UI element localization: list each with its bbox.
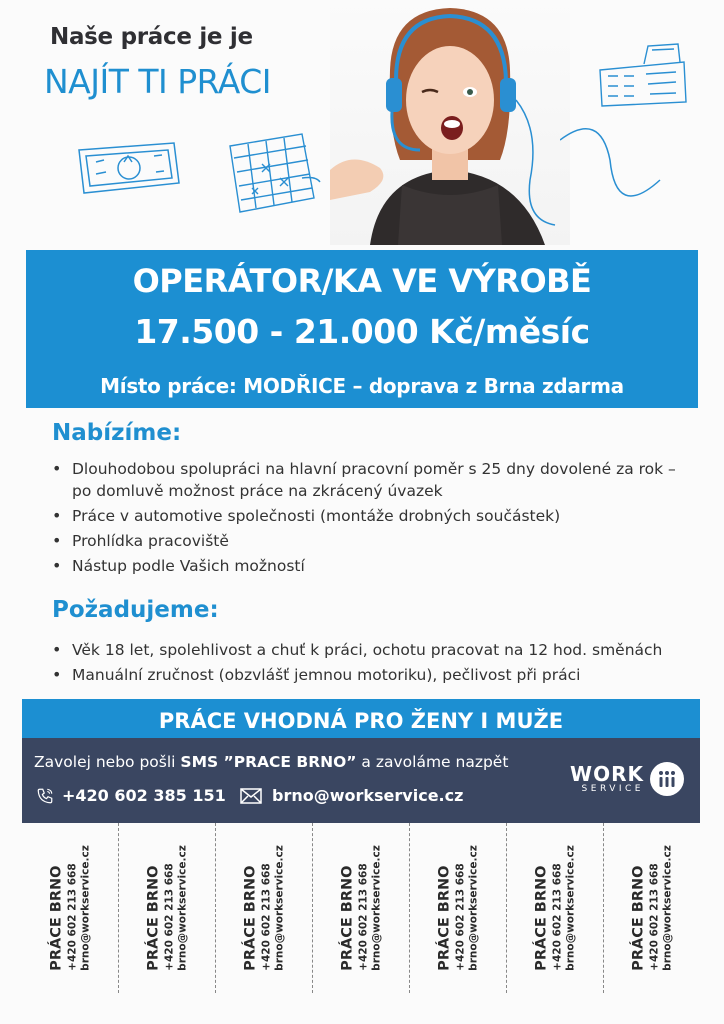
requirement-item: • Manuální zručnost (obzvlášť jemnou motoriku), pečlivost při práci	[48, 664, 698, 686]
offer-list	[48, 458, 698, 580]
mail-icon	[240, 788, 262, 804]
job-banner	[26, 250, 698, 408]
tab-phone: +420 602 213 668	[163, 863, 176, 971]
contact-panel	[22, 738, 700, 823]
tear-off-tab[interactable]	[119, 823, 216, 993]
work-location: Místo práce: MODŘICE – doprava z Brna zdarma	[100, 374, 624, 398]
tear-off-tab[interactable]	[604, 823, 700, 993]
offer-heading: Nabízíme:	[52, 420, 182, 446]
tab-phone: +420 602 213 668	[260, 863, 273, 971]
tab-title: PRÁCE BRNO	[533, 865, 550, 971]
tab-title: PRÁCE BRNO	[145, 865, 162, 971]
tab-phone: +420 602 213 668	[454, 863, 467, 971]
tab-phone: +420 602 213 668	[66, 863, 79, 971]
phone-number: +420 602 385 151	[62, 786, 226, 805]
tab-email: brno@workservice.cz	[176, 845, 189, 971]
tab-phone: +420 602 213 668	[648, 863, 661, 971]
tab-email: brno@workservice.cz	[564, 845, 577, 971]
tear-off-tab[interactable]	[216, 823, 313, 993]
contact-tail: a zavoláme nazpět	[361, 753, 509, 771]
salary: 17.500 - 21.000 Kč/měsíc	[134, 312, 590, 351]
tab-email: brno@workservice.cz	[661, 845, 674, 971]
job-title: OPERÁTOR/KA VE VÝROBĚ	[132, 262, 592, 300]
requirements-heading: Požadujeme:	[52, 597, 219, 623]
cable-decoration	[560, 100, 670, 240]
tagline-big: NAJÍT TI PRÁCI	[44, 62, 272, 101]
tab-title: PRÁCE BRNO	[339, 865, 356, 971]
tear-off-tab[interactable]	[410, 823, 507, 993]
offer-item: • Práce v automotive společnosti (montáže drobných součástek)	[48, 505, 698, 527]
workservice-logo	[570, 762, 684, 796]
logo-word: WORK	[570, 762, 644, 786]
gender-banner: PRÁCE VHODNÁ PRO ŽENY I MUŽE	[22, 699, 700, 739]
tear-off-tab[interactable]	[22, 823, 119, 993]
tear-off-tab[interactable]	[507, 823, 604, 993]
contact-email[interactable]	[240, 786, 463, 805]
tab-phone: +420 602 213 668	[357, 863, 370, 971]
logo-subword: SERVICE	[581, 784, 644, 794]
calendar-sketch-icon	[222, 128, 322, 218]
tab-email: brno@workservice.cz	[370, 845, 383, 971]
phone-icon	[36, 787, 54, 805]
contact-phone[interactable]	[36, 786, 226, 805]
tab-email: brno@workservice.cz	[467, 845, 480, 971]
operator-photo	[330, 0, 570, 245]
tab-email: brno@workservice.cz	[79, 845, 92, 971]
tear-off-tabs	[22, 823, 700, 993]
tab-title: PRÁCE BRNO	[242, 865, 259, 971]
contact-sms: SMS ”PRACE BRNO”	[180, 753, 357, 771]
requirements-list	[48, 639, 698, 689]
hero	[0, 0, 724, 250]
tab-phone: +420 602 213 668	[551, 863, 564, 971]
tab-title: PRÁCE BRNO	[436, 865, 453, 971]
money-sketch-icon	[74, 138, 184, 198]
tab-title: PRÁCE BRNO	[630, 865, 647, 971]
email-address: brno@workservice.cz	[272, 786, 464, 805]
requirement-item: • Věk 18 let, spolehlivost a chuť k práci, ochotu pracovat na 12 hod. směnách	[48, 639, 698, 661]
tab-title: PRÁCE BRNO	[48, 865, 65, 971]
contact-lead-text: Zavolej nebo pošli	[34, 753, 176, 771]
offer-item: • Prohlídka pracoviště	[48, 530, 698, 552]
offer-item: • Nástup podle Vašich možností	[48, 555, 698, 577]
tab-email: brno@workservice.cz	[273, 845, 286, 971]
contact-lead	[34, 753, 508, 771]
offer-item: • Dlouhodobou spolupráci na hlavní pracovní poměr s 25 dny dovolené za rok – po domluvě možnost práce na zkrácený úvazek	[48, 458, 698, 502]
tear-off-tab[interactable]	[313, 823, 410, 993]
tagline-small: Naše práce je je	[50, 24, 253, 50]
logo-badge-icon	[650, 762, 684, 796]
